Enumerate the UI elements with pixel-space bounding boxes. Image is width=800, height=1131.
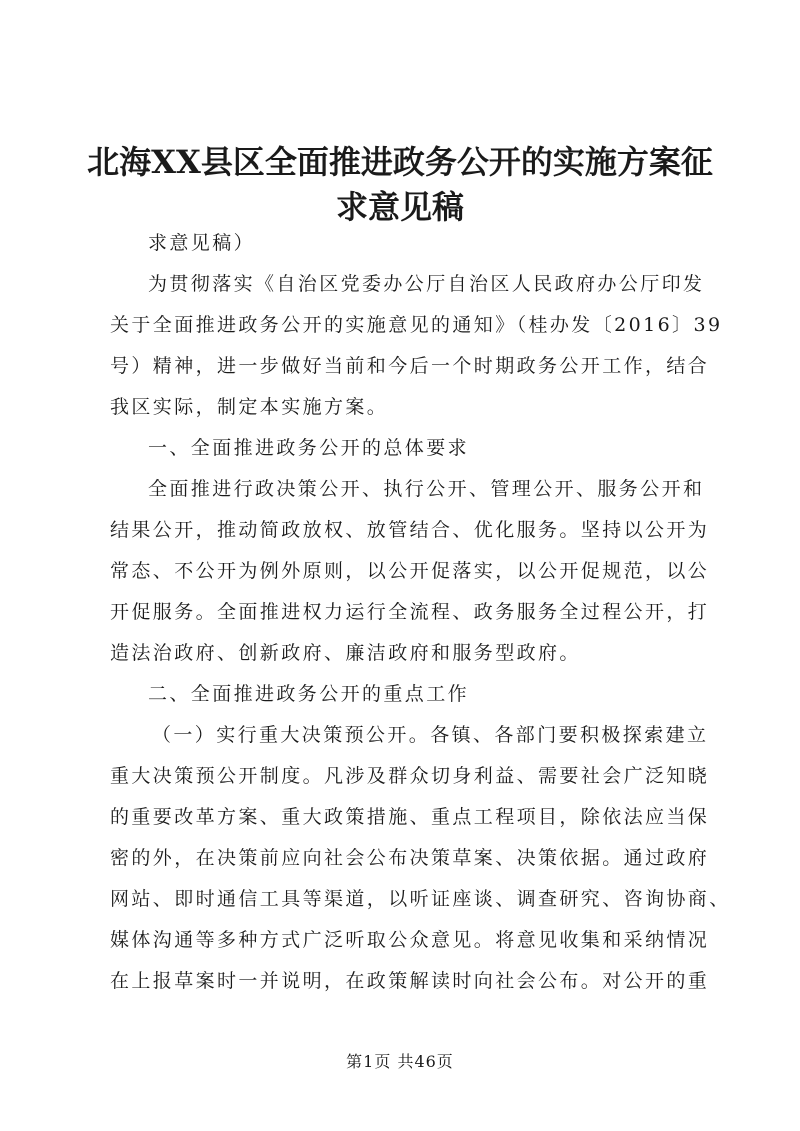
paragraph-line: 媒体沟通等多种方式广泛听取公众意见。将意见收集和采纳情况 (110, 929, 710, 951)
paragraph-line: 密的外，在决策前应向社会公布决策草案、决策依据。通过政府 (110, 847, 710, 869)
section-heading: 二、全面推进政务公开的重点工作 (148, 683, 470, 705)
paragraph-line: 求意见稿） (148, 232, 256, 254)
paragraph-line: 我区实际，制定本实施方案。 (110, 396, 389, 418)
paragraph-line: 的重要改革方案、重大政策措施、重点工程项目，除依法应当保 (110, 806, 710, 828)
paragraph-line: 为贯彻落实《自治区党委办公厅自治区人民政府办公厅印发 (148, 273, 705, 295)
page-number: 第1页 共46页 (346, 1052, 454, 1071)
paragraph-line: 网站、即时通信工具等渠道，以听证座谈、调查研究、咨询协商、 (110, 888, 731, 910)
paragraph-line: 开促服务。全面推进权力运行全流程、政务服务全过程公开，打 (110, 601, 710, 623)
paragraph-line: 号）精神，进一步做好当前和今后一个时期政务公开工作，结合 (110, 355, 710, 377)
paragraph-line: 重大决策预公开制度。凡涉及群众切身利益、需要社会广泛知晓 (110, 765, 710, 787)
document-title-line-1: 北海XX县区全面推进政务公开的实施方案征 (87, 143, 713, 181)
section-heading: 一、全面推进政务公开的总体要求 (148, 437, 470, 459)
paragraph-line: 结果公开，推动简政放权、放管结合、优化服务。坚持以公开为 (110, 519, 710, 541)
paragraph-line: 关于全面推进政务公开的实施意见的通知》（桂办发〔2016〕39 (110, 314, 723, 336)
paragraph-line: 造法治政府、创新政府、廉洁政府和服务型政府。 (110, 642, 581, 664)
paragraph-line: 常态、不公开为例外原则，以公开促落实，以公开促规范，以公 (110, 560, 710, 582)
paragraph-line: 在上报草案时一并说明，在政策解读时向社会公布。对公开的重 (110, 970, 710, 992)
paragraph-line: 全面推进行政决策公开、执行公开、管理公开、服务公开和 (148, 478, 705, 500)
paragraph-line: （一）实行重大决策预公开。各镇、各部门要积极探索建立 (152, 724, 709, 746)
document-title-line-2: 求意见稿 (335, 188, 464, 226)
